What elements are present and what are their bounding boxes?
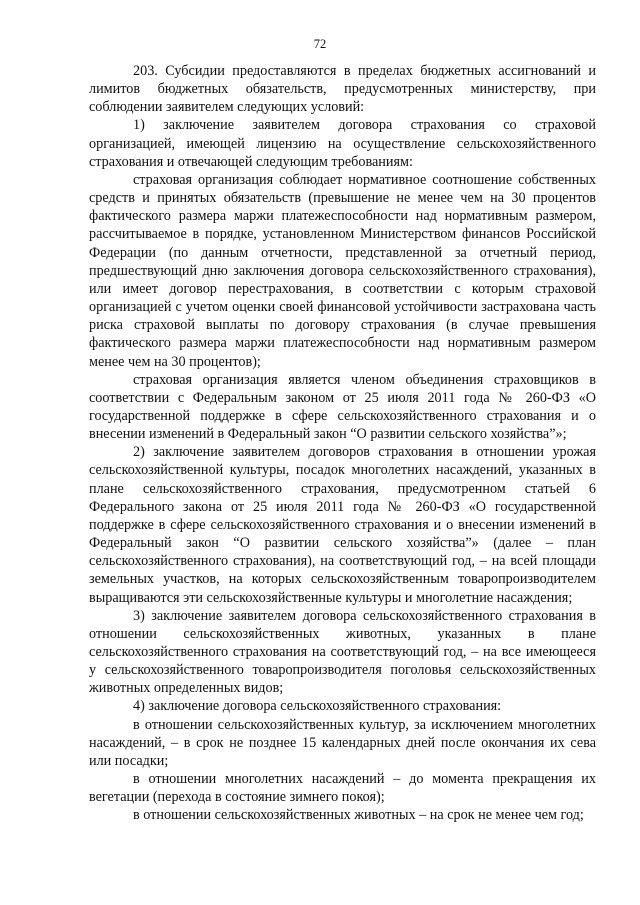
paragraph-insurers-association: страховая организация является членом объединения страховщиков в соответствии с Федеральным законом от 25 июля 2011 года № 260-ФЗ «О государственной поддержке в сфере сельскохозяйственного страхования и о внесении изменений в Федеральный закон “О развитии сельского хозяйства”»; <box>89 371 596 443</box>
paragraph-solvency-requirement: страховая организация соблюдает нормативное соотношение собственных средств и принятых обязательств (превышение не менее чем на 30 процентов фактического размера маржи платежеспособности над нормативным размером, рассчитываемое в порядке, установленном Министерством финансов Российской Федерации (по данным отчетности, представленной за отчетный период, предшествующий дню заключения договора сельскохозяйственного страхования), или имеет договор перестрахования, в соответствии с которым страховой организацией с учетом оценки своей финансовой устойчивости застрахована часть риска страховой выплаты по договору страхования (в случае превышения фактического размера маржи платежеспособности над нормативным размером менее чем на 30 процентов); <box>89 171 596 370</box>
document-body <box>89 62 596 825</box>
paragraph-perennials-deadline: в отношении многолетних насаждений – до момента прекращения их вегетации (перехода в состояние зимнего покоя); <box>89 771 596 806</box>
paragraph-condition-1: 1) заключение заявителем договора страхования со страховой организацией, имеющей лицензию на осуществление сельскохозяйственного страхования и отвечающей следующим требованиям: <box>89 117 596 170</box>
paragraph-animals-term: в отношении сельскохозяйственных животных – на срок не менее чем год; <box>133 807 584 824</box>
paragraph-condition-3: 3) заключение заявителем договора сельскохозяйственного страхования в отношении сельскохозяйственных животных, указанных в плане сельскохозяйственного страхования на соответствующий год, – на все имеющееся у сельскохозяйственного товаропроизводителя поголовья сельскохозяйственных животных определенных видов; <box>89 607 596 697</box>
paragraph-condition-2: 2) заключение заявителем договоров страхования в отношении урожая сельскохозяйственной культуры, посадок многолетних насаждений, указанных в плане сельскохозяйственного страхования, предусмотренном статьей 6 Федерального закона от 25 июля 2011 года № 260-ФЗ «О государственной поддержке в сфере сельскохозяйственного страхования и о внесении изменений в Федеральный закон “О развитии сельского хозяйства”» (далее – план сельскохозяйственного страхования), на соответствующий год, – на всей площади земельных участков, на которых сельскохозяйственным товаропроизводителем выращиваются эти сельскохозяйственные культуры и многолетние насаждения; <box>89 444 596 606</box>
page-number: 72 <box>313 37 327 51</box>
paragraph-crops-deadline: в отношении сельскохозяйственных культур, за исключением многолетних насаждений, – в срок не позднее 15 календарных дней после окончания их сева или посадки; <box>89 716 596 769</box>
paragraph-203-intro: 203. Субсидии предоставляются в пределах бюджетных ассигнований и лимитов бюджетных обязательств, предусмотренных министерству, при соблюдении заявителем следующих условий: <box>89 63 596 116</box>
paragraph-condition-4: 4) заключение договора сельскохозяйственного страхования: <box>133 698 502 715</box>
